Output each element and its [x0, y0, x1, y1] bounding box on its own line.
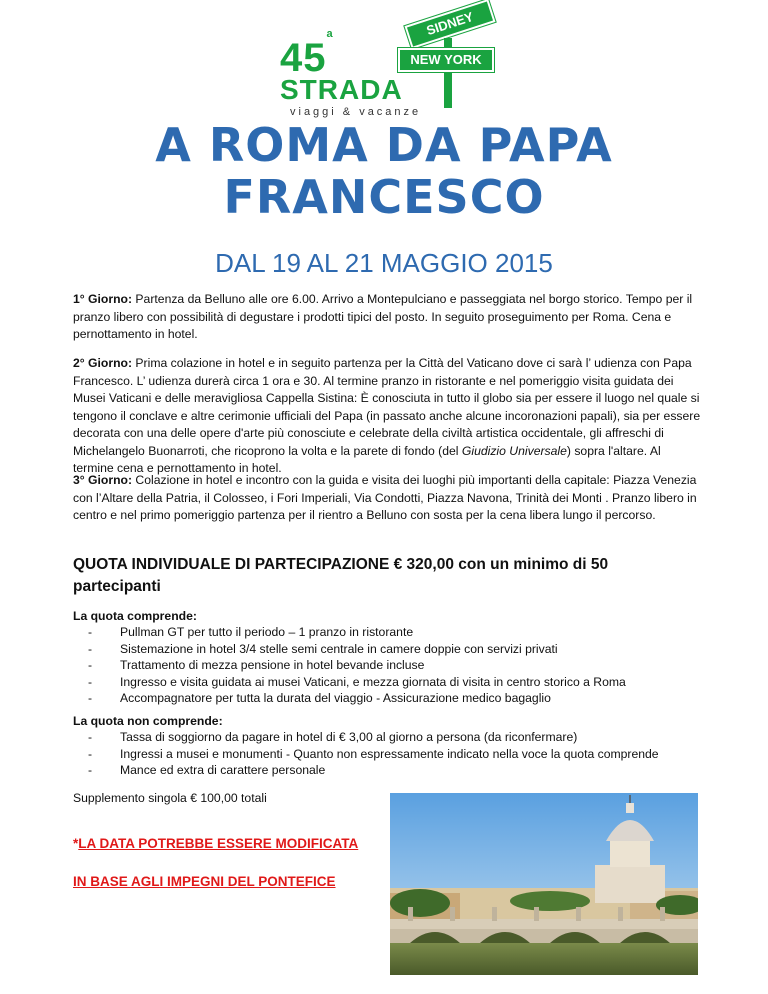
includes-item: - Trattamento di mezza pensione in hotel bevande incluse	[88, 657, 626, 674]
trip-dates: DAL 19 AL 21 MAGGIO 2015	[215, 248, 553, 278]
sign-sydney: SIDNEY	[404, 0, 495, 49]
page-title-line2: FRANCESCO	[223, 170, 545, 224]
includes-item: - Accompagnatore per tutta la durata del viaggio - Assicurazione medico bagaglio	[88, 690, 626, 707]
excludes-title: La quota non comprende:	[73, 714, 223, 728]
page-title-line1: A ROMA DA PAPA	[155, 118, 613, 172]
day2-italic: Giudizio Universale	[461, 443, 567, 458]
includes-item: - Pullman GT per tutto il periodo – 1 pranzo in ristorante	[88, 624, 626, 641]
day1-paragraph	[73, 291, 703, 344]
day1-label: 1° Giorno:	[73, 292, 133, 306]
excludes-item: - Ingressi a musei e monumenti - Quanto non espressamente indicato nella voce la quota comprende	[88, 746, 659, 763]
single-supplement: Supplemento singola € 100,00 totali	[73, 791, 267, 805]
day3-text: Colazione in hotel e incontro con la guida e visita dei luoghi più importanti della capitale: Piazza Venezia con l’Altare della Patria, il Colosseo, i Fori Imperiali, Via Condotti, Piazza Navona, Trinità dei Monti . Pranzo libero in centro e nel primo pomeriggio partenza per il rientro a Belluno con sosta per la cena libera lungo il percorso.	[73, 473, 697, 522]
includes-item: - Sistemazione in hotel 3/4 stelle semi centrale in camere doppie con servizi privati	[88, 641, 626, 658]
st-peters-photo	[390, 793, 698, 975]
day1-text: Partenza da Belluno alle ore 6.00. Arrivo a Montepulciano e passeggiata nel borgo storico. Tempo per il pranzo libero con possibilità di degustare i prodotti tipici del posto. In seguito proseguimento per Roma. Cena e pernottamento in hotel.	[73, 292, 693, 341]
day2-label: 2° Giorno:	[73, 356, 133, 370]
day2-paragraph	[73, 355, 703, 478]
day2-text-before: Prima colazione in hotel e in seguito partenza per la Città del Vaticano dove ci sarà l’ udienza con Papa Francesco. L’ udienza durerà circa 1 ora e 30. Al termine pranzo in ristorante e nel pomeriggio visita guidata dei Musei Vaticani e delle meravigliosa Cappella Sistina: È conosciuta in tutto il globo sia per essere il luogo nel quale si tengono il conclave e altre cerimonie ufficiali del Papa (in passato anche alcune incoronazioni papali), sia per essere decorata con una delle opere d'arte più conosciute e celebrate della civiltà artistica occidentale, gli affreschi di Michelangelo Buonarroti, che ricoprono la volta e la parete di fondo (del	[73, 356, 701, 458]
includes-title: La quota comprende:	[73, 609, 197, 623]
agency-logo	[278, 4, 508, 120]
logo-tagline: viaggi & vacanze	[290, 106, 422, 118]
logo-sup: a	[326, 27, 334, 40]
day3-label: 3° Giorno:	[73, 473, 133, 487]
logo-word: STRADA	[280, 74, 403, 105]
day3-paragraph	[73, 472, 703, 525]
warning-star: *	[73, 836, 79, 851]
excludes-item: - Mance ed extra di carattere personale	[88, 762, 659, 779]
price-heading: QUOTA INDIVIDUALE DI PARTECIPAZIONE € 320,00 con un minimo di 50 partecipanti	[73, 556, 609, 595]
excludes-item: - Tassa di soggiorno da pagare in hotel di € 3,00 al giorno a persona (da riconfermare)	[88, 729, 659, 746]
excludes-list	[88, 729, 659, 779]
warning-line2	[73, 874, 336, 889]
includes-list	[88, 624, 626, 707]
warning-text1: LA DATA POTREBBE ESSERE MODIFICATA	[78, 836, 359, 851]
logo-number: 45$^a$	[280, 27, 334, 80]
warning-line1	[73, 836, 358, 851]
sign-new-york: NEW YORK	[398, 48, 494, 72]
warning-text2: IN BASE AGLI IMPEGNI DEL PONTEFICE	[73, 874, 336, 889]
includes-item: - Ingresso e visita guidata ai musei Vaticani, e mezza giornata di visita in centro storico a Roma	[88, 674, 626, 691]
day2-text-after: ) sopra l'altare. Al termine cena e pernottamento in hotel.	[73, 443, 661, 475]
